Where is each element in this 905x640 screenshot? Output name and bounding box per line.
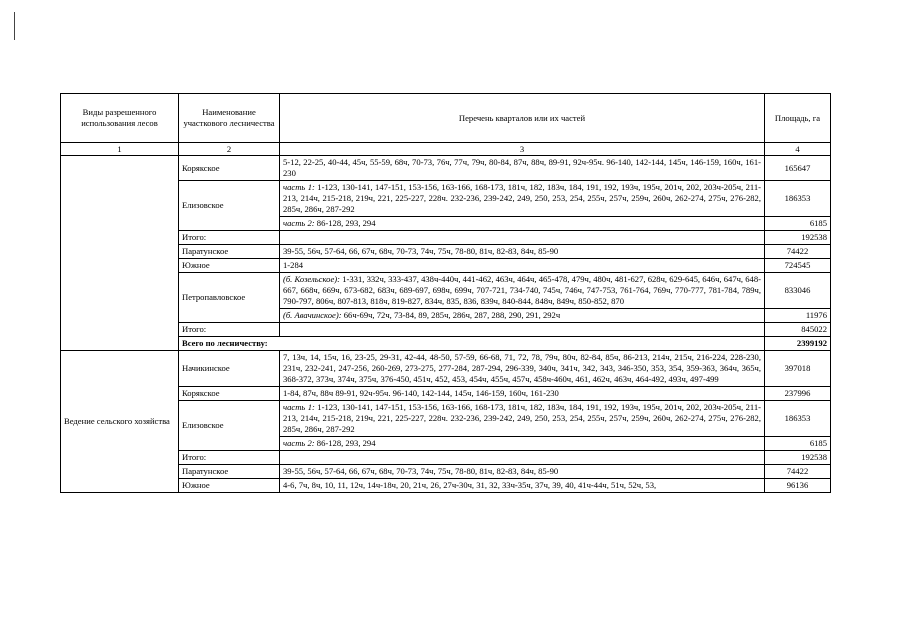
column-number: 1: [61, 143, 179, 156]
area-value: 74422: [765, 465, 831, 479]
district-name: Елизовское: [179, 181, 280, 231]
column-number-row: [61, 143, 831, 156]
district-name: Корякское: [179, 156, 280, 181]
table-row: [61, 156, 831, 181]
header-district-name: Наименование участкового лесничества: [179, 94, 280, 143]
empty-cell: [280, 323, 765, 337]
margin-mark: [14, 12, 15, 40]
column-number: 3: [280, 143, 765, 156]
district-name: Корякское: [179, 387, 280, 401]
subtotal-label: Итого:: [179, 451, 280, 465]
quarters-list: [280, 181, 765, 217]
empty-cell: [280, 231, 765, 245]
area-value: 186353: [765, 401, 831, 437]
total-label: Всего по лесничеству:: [179, 337, 765, 351]
subtotal-label: Итого:: [179, 323, 280, 337]
quarters-list: [280, 217, 765, 231]
area-value: 165647: [765, 156, 831, 181]
quarters-list: 1-84, 87ч, 88ч 89-91, 92ч-95ч. 96-140, 142-144, 145ч, 146-159, 160ч, 161-230: [280, 387, 765, 401]
list-part-label: (б. Козельское):: [283, 274, 341, 284]
header-quarters-list: Перечень кварталов или их частей: [280, 94, 765, 143]
district-name: Елизовское: [179, 401, 280, 451]
quarters-list: 39-55, 56ч, 57-64, 66, 67ч, 68ч, 70-73, 74ч, 75ч, 78-80, 81ч, 82-83, 84ч, 85-90: [280, 245, 765, 259]
district-name: Паратунское: [179, 465, 280, 479]
area-value: 397018: [765, 351, 831, 387]
quarters-list: [280, 401, 765, 437]
quarters-list: 1-284: [280, 259, 765, 273]
list-part-label: часть 2:: [283, 438, 315, 448]
list-part-values: 1-331, 332ч, 333-437, 438ч-440ч, 441-462, 463ч, 464ч, 465-478, 479ч, 480ч, 481-627, 628ч, 629-645, 646ч, 647ч, 648-667, 668ч, 669ч, 673-682, 683ч, 689-697, 698ч, 699ч, 707-721, 734-740, 745ч, 746ч, 747-753, 761-764, 769ч, 770-777, 781-784, 789ч, 790-797, 806ч, 807-813, 818ч, 819-827, 834ч, 835, 836, 839ч, 840-844, 848ч, 849ч, 850-852, 870: [283, 274, 762, 306]
list-part-values: 86-128, 293, 294: [314, 438, 376, 448]
list-part-values: 1-123, 130-141, 147-151, 153-156, 163-166, 168-173, 181ч, 182, 183ч, 184, 191, 192, 193ч, 195ч, 201ч, 202, 203ч-205ч, 211-213, 214ч, 215-218, 219ч, 221, 225-227, 228ч. 232-236, 239-242, 249, 250, 253, 254, 255ч, 257ч, 259ч, 260ч, 262-274, 275ч, 276-282, 285ч, 286ч, 287-292: [283, 182, 761, 214]
district-name: Паратунское: [179, 245, 280, 259]
quarters-list: 5-12, 22-25, 40-44, 45ч, 55-59, 68ч, 70-73, 76ч, 77ч, 79ч, 80-84, 87ч, 88ч, 89-91, 92ч-95ч. 96-140, 142-144, 145ч, 146-159, 160ч, 161-230: [280, 156, 765, 181]
quarters-list: 4-6, 7ч, 8ч, 10, 11, 12ч, 14ч-18ч, 20, 21ч, 26, 27ч-30ч, 31, 32, 33ч-35ч, 37ч, 39, 40, 41ч-44ч, 51ч, 52ч, 53,: [280, 479, 765, 493]
quarters-list: [280, 437, 765, 451]
list-part-values: 86-128, 293, 294: [314, 218, 376, 228]
table-row: [61, 351, 831, 387]
list-part-label: часть 2:: [283, 218, 315, 228]
empty-cell: [280, 451, 765, 465]
area-value: 192538: [765, 451, 831, 465]
area-value: 6185: [765, 217, 831, 231]
use-type-label: Ведение сельского хозяйства: [61, 351, 179, 493]
area-value: 6185: [765, 437, 831, 451]
total-area-value: 2399192: [765, 337, 831, 351]
list-part-label: часть 1:: [283, 182, 315, 192]
area-value: 724545: [765, 259, 831, 273]
header-use-type: Виды разрешенного использования лесов: [61, 94, 179, 143]
list-part-label: (б. Авачинское):: [283, 310, 342, 320]
list-part-values: 66ч-69ч, 72ч, 73-84, 89, 285ч, 286ч, 287, 288, 290, 291, 292ч: [341, 310, 561, 320]
subtotal-label: Итого:: [179, 231, 280, 245]
quarters-list: 39-55, 56ч, 57-64, 66, 67ч, 68ч, 70-73, 74ч, 75ч, 78-80, 81ч, 82-83, 84ч, 85-90: [280, 465, 765, 479]
area-value: 186353: [765, 181, 831, 217]
quarters-list: 7, 13ч, 14, 15ч, 16, 23-25, 29-31, 42-44, 48-50, 57-59, 66-68, 71, 72, 78, 79ч, 80ч, 82-84, 85ч, 86-213, 214ч, 215ч, 216-224, 228-230, 231ч, 232-241, 247-256, 260-269, 273-275, 277-284, 287-294, 296-339, 340ч, 341ч, 342, 343, 346-350, 353, 354, 359-363, 364ч, 365ч, 368-372, 373ч, 374ч, 375ч, 376-450, 451ч, 452, 453, 454ч, 455ч, 457ч, 458ч-460ч, 461, 462ч, 463ч, 464-492, 493ч, 497-499: [280, 351, 765, 387]
area-value: 833046: [765, 273, 831, 309]
header-area: Площадь, га: [765, 94, 831, 143]
quarters-list: [280, 273, 765, 309]
area-value: 74422: [765, 245, 831, 259]
area-value: 237996: [765, 387, 831, 401]
quarters-list: [280, 309, 765, 323]
area-value: 11976: [765, 309, 831, 323]
district-name: Южное: [179, 259, 280, 273]
column-number: 4: [765, 143, 831, 156]
district-name: Начикинское: [179, 351, 280, 387]
district-name: Петропавловское: [179, 273, 280, 323]
list-part-label: часть 1:: [283, 402, 315, 412]
use-type-cell: [61, 156, 179, 351]
area-value: 192538: [765, 231, 831, 245]
area-value: 845022: [765, 323, 831, 337]
district-name: Южное: [179, 479, 280, 493]
column-number: 2: [179, 143, 280, 156]
table-header-row: [61, 94, 831, 143]
list-part-values: 1-123, 130-141, 147-151, 153-156, 163-166, 168-173, 181ч, 182, 183ч, 184, 191, 192, 193ч, 195ч, 201ч, 202, 203ч-205ч, 211-213, 214ч, 215-218, 219ч, 221, 225-227, 228ч. 232-236, 239-242, 249, 250, 253, 254, 255ч, 257ч, 259ч, 260ч, 262-274, 275ч, 276-282, 285ч, 286ч, 287-292: [283, 402, 761, 434]
area-value: 96136: [765, 479, 831, 493]
forest-quarters-table: [60, 93, 831, 493]
